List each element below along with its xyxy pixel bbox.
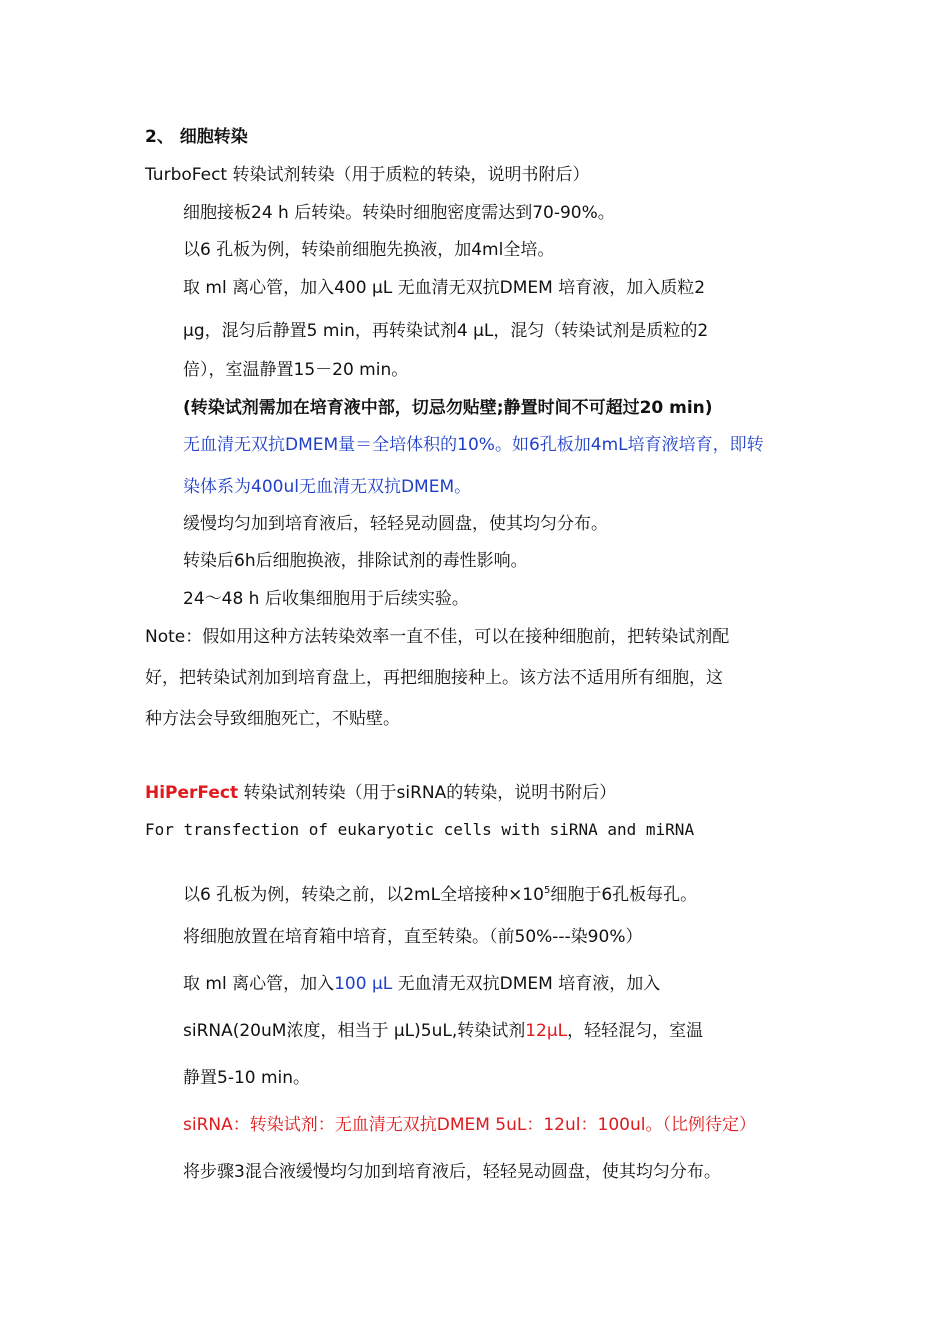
step-line: 细胞接板24 h 后转染。转染时细胞密度需达到70-90%。 (183, 203, 615, 223)
blue-note: 无血清无双抗DMEM量＝全培体积的10%。如6孔板加4mL培育液培育，即转 (183, 435, 764, 455)
note-text: Note：假如用这种方法转染效率一直不佳，可以在接种细胞前，把转染试剂配 (145, 627, 730, 647)
section2-title (145, 782, 616, 804)
brand-name: HiPerFect (145, 783, 239, 803)
reagent-volume-highlight: 12μL (525, 1021, 568, 1041)
volume-highlight: 100 μL (334, 974, 393, 994)
blue-note: 染体系为400ul无血清无双抗DMEM。 (183, 477, 472, 497)
step-line: 将步骤3混合液缓慢均匀加到培育液后，轻轻晃动圆盘，使其均匀分布。 (183, 1162, 721, 1182)
step-line: μg，混匀后静置5 min，再转染试剂4 μL，混匀（转染试剂是质粒的2 (183, 321, 709, 341)
section1-heading: 2、 细胞转染 (145, 127, 248, 147)
note-text: 好，把转染试剂加到培育盘上，再把细胞接种上。该方法不适用所有细胞，这 (145, 668, 723, 688)
warning-text: (转染试剂需加在培育液中部，切忌勿贴壁;静置时间不可超过20 min) (183, 398, 713, 418)
step-line: 倍），室温静置15－20 min。 (183, 360, 409, 380)
step-line: 以6 孔板为例，转染之前，以2mL全培接种$\times 10^5$细胞于6孔板每孔。 (183, 885, 698, 905)
step-line: 静置5-10 min。 (183, 1068, 311, 1088)
section1-title: TurboFect 转染试剂转染（用于质粒的转染，说明书附后） (145, 165, 590, 185)
ratio-note: siRNA：转染试剂：无血清无双抗DMEM 5uL：12ul：100ul。（比例待定） (183, 1115, 756, 1135)
step-line: 取 ml 离心管，加入400 μL 无血清无双抗DMEM 培育液，加入质粒2 (183, 278, 706, 298)
section2-title-text: 转染试剂转染（用于siRNA的转染，说明书附后） (238, 783, 617, 803)
step-line: 以6 孔板为例，转染前细胞先换液，加4ml全培。 (183, 240, 555, 260)
step-line: 转染后6h后细胞换液，排除试剂的毒性影响。 (183, 551, 528, 571)
step-line: 24～48 h 后收集细胞用于后续实验。 (183, 589, 469, 609)
superscript: 5 (543, 885, 551, 896)
step-line: 取 ml 离心管，加入100 μL 无血清无双抗DMEM 培育液，加入 (183, 974, 661, 994)
note-text: 种方法会导致细胞死亡，不贴壁。 (145, 709, 400, 729)
step-line: 缓慢均匀加到培育液后，轻轻晃动圆盘，使其均匀分布。 (183, 514, 608, 534)
section2-subtitle: For transfection of eukaryotic cells with siRNA and miRNA (145, 820, 695, 839)
step-line: siRNA(20uM浓度，相当于 μL)5uL,转染试剂12μL，轻轻混匀，室温 (183, 1021, 704, 1041)
step-line: 将细胞放置在培育箱中培育，直至转染。（前50%---染90%） (183, 927, 643, 947)
